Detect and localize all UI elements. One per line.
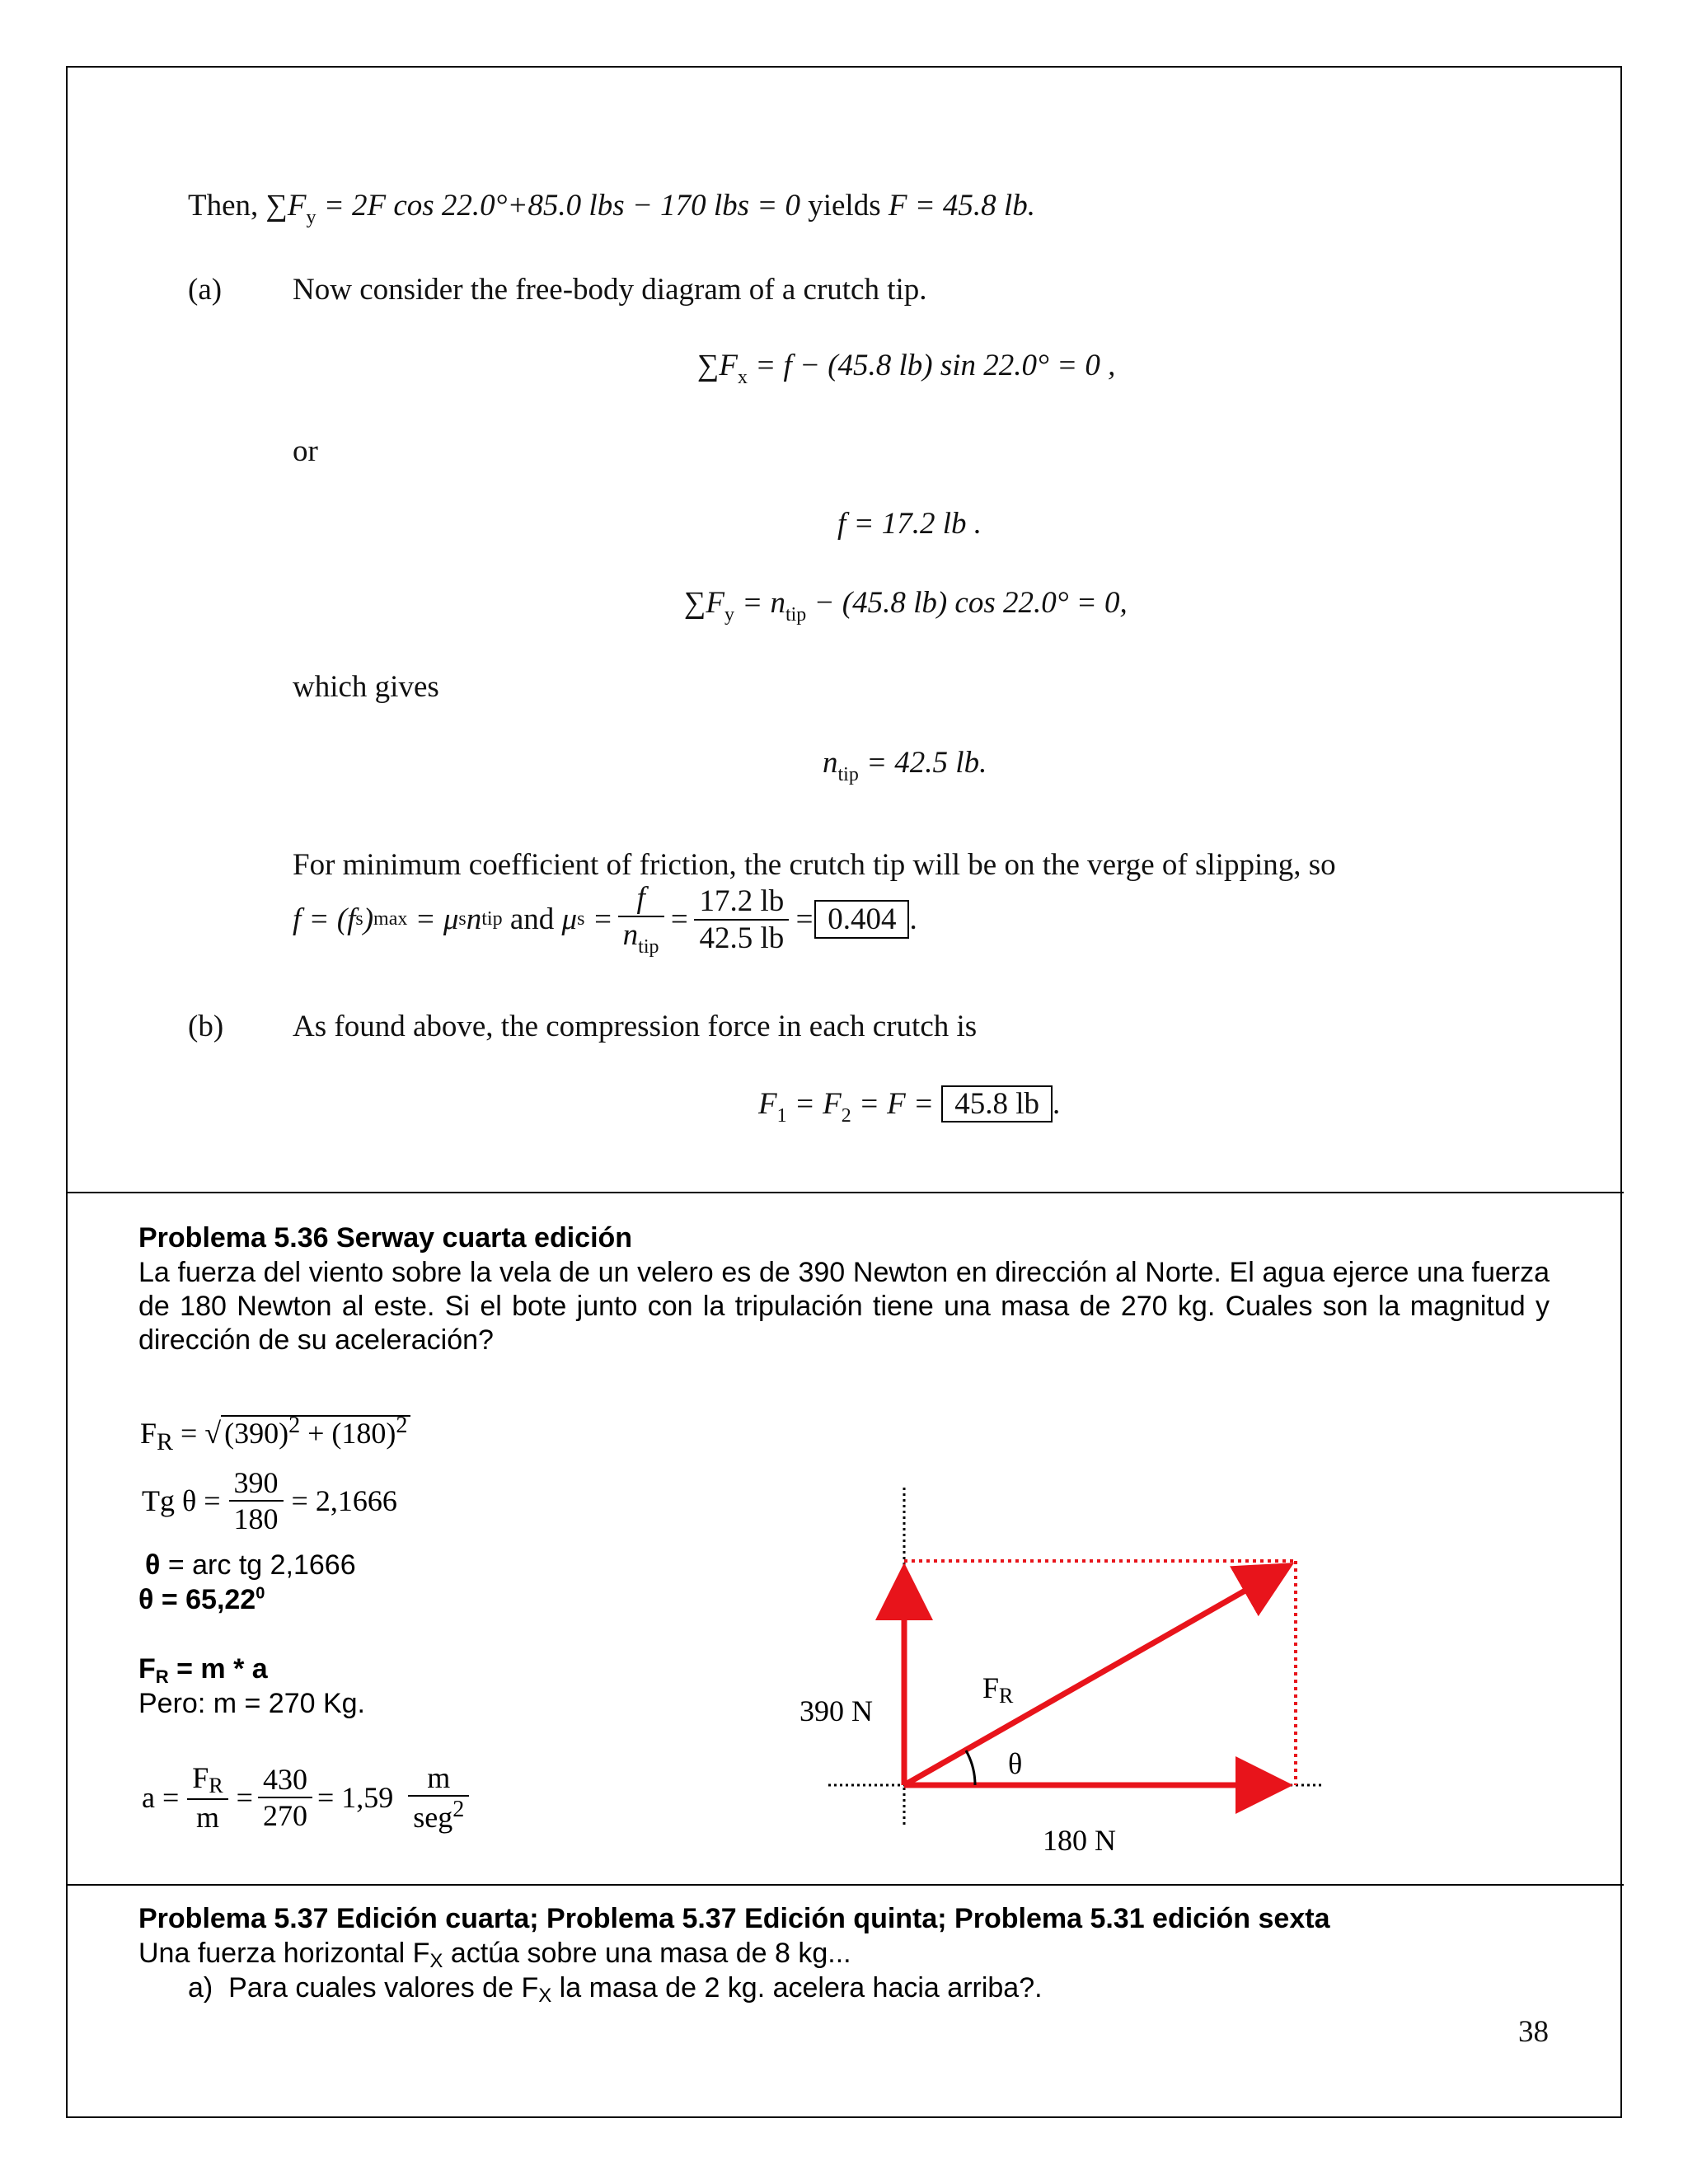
- equation-sum-fy: $\sum F_y = n_{tip} - (45.8$ lb) cos 22.0° = 0,: [684, 586, 1128, 626]
- part-a-text: Now consider the free-body diagram of a crutch tip.: [293, 273, 927, 307]
- equation-f1-f2: $F_1 = F_2 = F = 45.8$ lb .: [758, 1087, 1061, 1127]
- equation-sum-fx: $\sum F_x = f - (45.8$ lb) sin 22.0° = 0 ,: [697, 349, 1116, 388]
- theta-angle-arc: [966, 1750, 975, 1785]
- mu-result-box: 0.404: [814, 900, 909, 939]
- part-b-label: (b): [188, 1010, 224, 1043]
- mass-line: Pero: m = 270 Kg.: [138, 1688, 365, 1719]
- equation-mu-s: f = (f s ) max = μ s n tip and μ s = $\frac{f}{n_{tip}}$ = $\frac{17.2 lb}{42.5 lb}$ = 0.404 .: [293, 881, 917, 958]
- equation-ntip: $n_{tip} = 42.5$ lb.: [823, 746, 987, 785]
- label-390n: 390 N: [799, 1694, 873, 1727]
- fr-ma-line: FR = m * a: [138, 1653, 268, 1687]
- or-text: or: [293, 434, 318, 468]
- theta-arc-line: θ = arc tg 2,1666: [145, 1549, 356, 1581]
- problem-536-statement: La fuerza del viento sobre la vela de un velero es de 390 Newton en dirección al Norte. El agua ejerce una fuerza de 180 Newton al este. Si el bote junto con la tripulación tiene una masa de 270 kg. Cuales son la magnitud y dirección de su aceleración?: [138, 1257, 1550, 1356]
- min-coef-text: For minimum coefficient of friction, the crutch tip will be on the verge of slipping, so: [293, 848, 1336, 882]
- acceleration-equation: a = $\frac{FR}{m}$ = $\frac{430}{270}$ = 1,59 $\frac{m}{seg^2}$: [142, 1760, 474, 1835]
- part-a-label: (a): [188, 273, 223, 307]
- label-180n: 180 N: [1043, 1824, 1116, 1857]
- tg-theta-equation: Tg θ = $\frac{390}{180}$ = 2,1666: [142, 1466, 397, 1535]
- force-vector-diagram: [775, 1475, 1352, 1871]
- label-fr: FR: [982, 1671, 1014, 1708]
- problem-537-title: Problema 5.37 Edición cuarta; Problema 5.37 Edición quinta; Problema 5.31 edición sexta: [138, 1903, 1330, 1934]
- problem-537-item-a: a) Para cuales valores de FX la masa de 2 kg. acelera hacia arriba?.: [188, 1972, 1043, 2007]
- problem-537-statement: Una fuerza horizontal FX actúa sobre una masa de 8 kg...: [138, 1938, 851, 1972]
- which-gives-text: which gives: [293, 670, 439, 704]
- problem-536-title: Problema 5.36 Serway cuarta edición: [138, 1222, 633, 1254]
- section-divider-2: [66, 1884, 1624, 1886]
- fr-equation: $F_R$ = √ $(390)^2 + (180)^2$: [140, 1413, 410, 1456]
- label-theta: θ: [1008, 1747, 1023, 1780]
- section-divider-1: [66, 1192, 1624, 1193]
- then-line: Then, $\sum F_y = 2F$ cos 22.0°+85.0 lbs − 170 lbs = 0 yields F = 45.8 lb.: [188, 189, 1035, 228]
- resultant-force-arrow: [904, 1568, 1284, 1785]
- part-b-text: As found above, the compression force in each crutch is: [293, 1010, 978, 1043]
- force-result-box: 45.8 lb: [941, 1085, 1053, 1122]
- page-number: 38: [1518, 2015, 1549, 2049]
- equation-f-result: f = 17.2 lb .: [837, 507, 982, 541]
- theta-result: $\theta = 65,22^0$: [138, 1584, 265, 1615]
